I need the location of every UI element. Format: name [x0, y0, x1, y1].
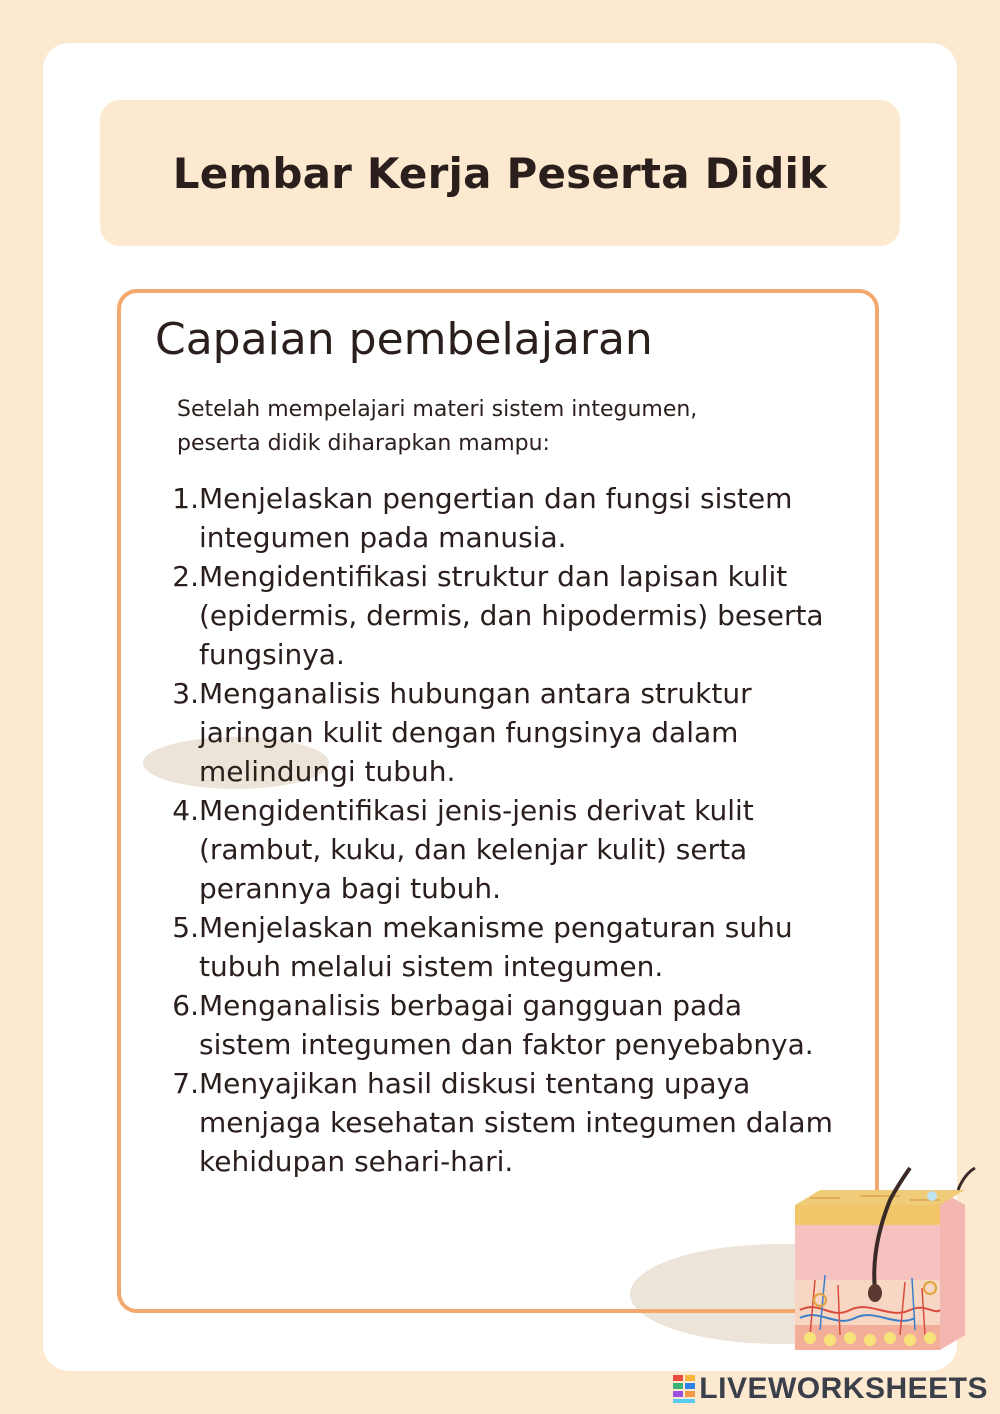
list-item: [163, 908, 843, 986]
goal-number: 2.: [172, 560, 199, 593]
intro-text: [177, 393, 837, 461]
goal-number: 7.: [172, 1067, 199, 1100]
liveworksheets-logo-icon: [673, 1375, 695, 1403]
goal-number: 3.: [172, 677, 199, 710]
skin-cross-section-illustration: [780, 1160, 980, 1360]
list-item: [163, 557, 843, 674]
goal-text: Menganalisis berbagai gangguan pada sistem integumen dan faktor penyebabnya.: [199, 989, 814, 1061]
intro-line-2: peserta didik diharapkan mampu:: [177, 431, 550, 456]
list-item: [163, 986, 843, 1064]
intro-line-1: Setelah mempelajari materi sistem integumen,: [177, 397, 698, 422]
goal-number: 4.: [172, 794, 199, 827]
watermark-text: LIVEWORKSHEETS: [699, 1372, 988, 1405]
liveworksheets-watermark: [673, 1372, 988, 1406]
section-heading: Capaian pembelajaran: [155, 314, 653, 365]
goal-number: 6.: [172, 989, 199, 1022]
list-item: [163, 674, 843, 791]
goal-text: Mengidentifikasi struktur dan lapisan kulit (epidermis, dermis, dan hipodermis) beserta fungsinya.: [199, 560, 824, 671]
page-title: Lembar Kerja Peserta Didik: [172, 148, 828, 198]
title-banner: [100, 100, 900, 246]
goal-text: Menyajikan hasil diskusi tentang upaya menjaga kesehatan sistem integumen dalam kehidupan sehari-hari.: [199, 1067, 833, 1178]
list-item: [163, 791, 843, 908]
list-item: [163, 479, 843, 557]
goal-text: Menjelaskan pengertian dan fungsi sistem integumen pada manusia.: [199, 482, 793, 554]
list-item: [163, 1064, 843, 1181]
goal-number: 5.: [172, 911, 199, 944]
goal-text: Menjelaskan mekanisme pengaturan suhu tubuh melalui sistem integumen.: [199, 911, 793, 983]
learning-goals-list: [163, 479, 843, 1181]
goal-text: Mengidentifikasi jenis-jenis derivat kulit (rambut, kuku, dan kelenjar kulit) serta perannya bagi tubuh.: [199, 794, 754, 905]
goal-text: Menganalisis hubungan antara struktur jaringan kulit dengan fungsinya dalam melindungi tubuh.: [199, 677, 752, 788]
goal-number: 1.: [172, 482, 199, 515]
